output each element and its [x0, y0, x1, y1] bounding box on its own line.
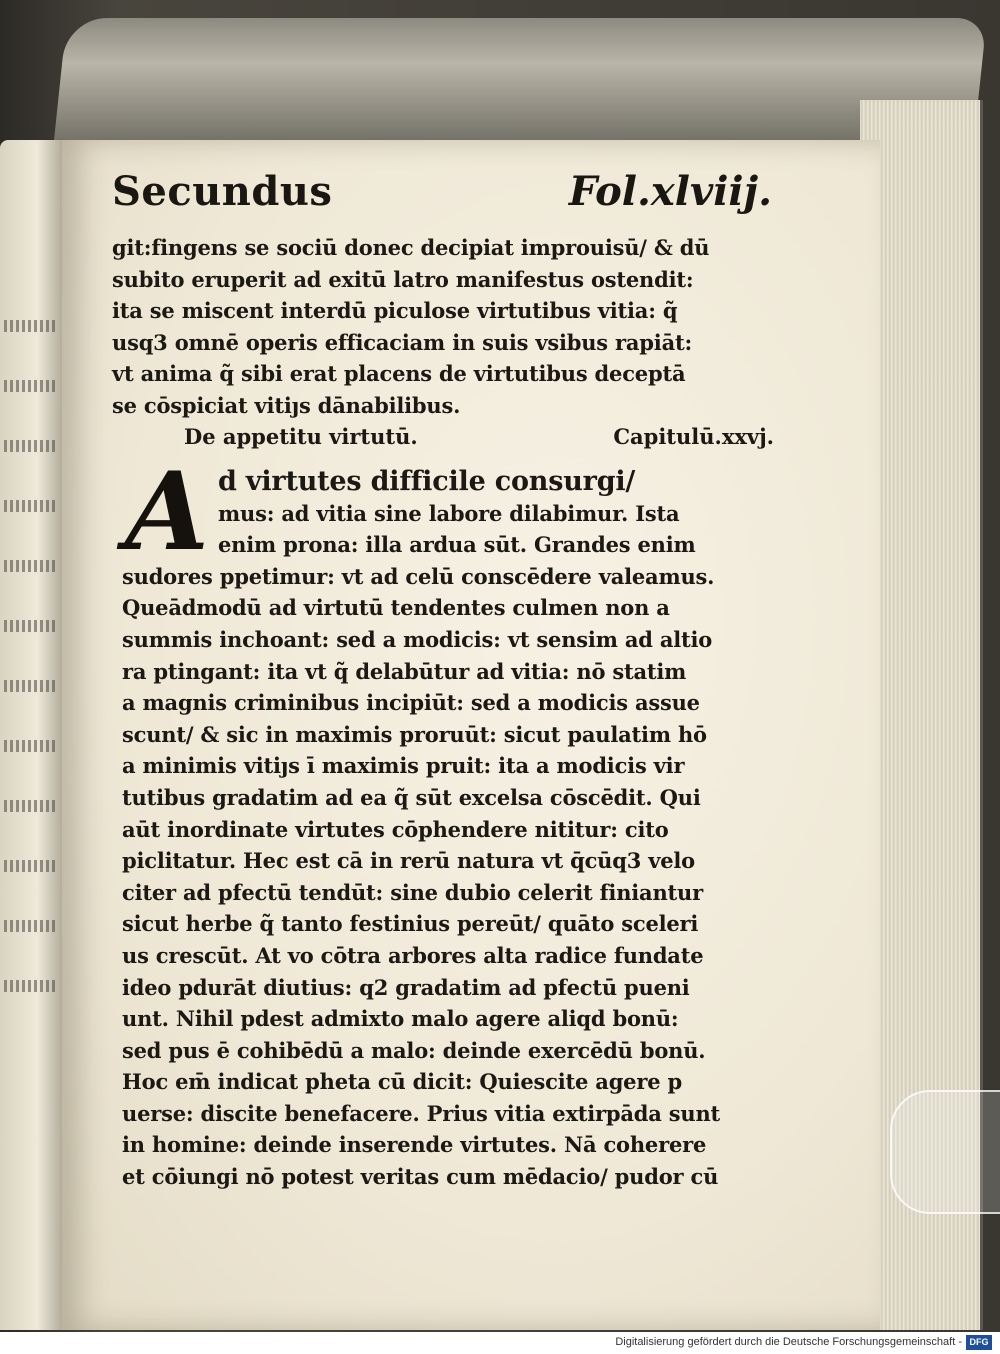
running-head: Secundus: [112, 168, 333, 215]
text-line: sed pus ē cohibēdū a malo: deinde exercēdū bonū.: [122, 1037, 706, 1063]
chapter-title: De appetitu virtutū.: [184, 424, 418, 449]
facing-page-text-fragment: [4, 380, 56, 392]
folio-number: Fol.xlviij.: [568, 168, 772, 215]
text-line: tutibus gradatim ad ea q̃ sūt excelsa cōscēdit. Qui: [122, 784, 701, 810]
text-line: a magnis criminibus incipiūt: sed a modicis assue: [122, 690, 700, 716]
text-line: d virtutes difficile consurgi/: [218, 466, 636, 497]
text-line: se cōspiciat vitiȷs dānabilibus.: [112, 392, 461, 418]
text-line: subito eruperit ad exitū latro manifestus ostendit:: [112, 266, 694, 292]
facing-page-text-fragment: [4, 980, 56, 992]
facing-page-text-fragment: [4, 440, 56, 452]
text-line: Queādmodū ad virtutū tendentes culmen non a: [122, 595, 670, 621]
text-line: git:fingens se sociū donec decipiat improuisū/ & dū: [112, 235, 710, 260]
text-line: uerse: discite benefacere. Prius vitia extirpāda sunt: [122, 1100, 721, 1126]
continued-text-block: [112, 232, 792, 421]
decorated-initial: A: [125, 449, 209, 575]
book-top-edge: [53, 18, 987, 148]
facing-page-text-fragment: [4, 320, 56, 332]
funding-credit: Digitalisierung gefördert durch die Deutsche Forschungsgemeinschaft -: [615, 1336, 962, 1348]
facing-page-text-fragment: [4, 860, 56, 872]
text-line: piclitatur. Hec est cā in rerū natura vt q̄cūq3 velo: [122, 848, 695, 874]
page-header: [112, 168, 772, 228]
text-line: in homine: deinde inserende virtutes. Nā coherere: [122, 1132, 707, 1158]
facing-page-text-fragment: [4, 920, 56, 932]
chapter-heading: [184, 424, 774, 460]
text-line: sudores ppetimur: vt ad celū conscēdere valeamus.: [122, 563, 715, 589]
glass-page-weight: [890, 1090, 1000, 1214]
text-line: aūt inordinate virtutes cōphendere nititur: cito: [122, 816, 669, 842]
facing-page-text-fragment: [4, 500, 56, 512]
text-line: ideo pdurāt diutius: q2 gradatim ad pfectū pueni: [122, 974, 690, 1000]
facing-page-text-fragment: [4, 560, 56, 572]
facing-page-text-fragment: [4, 740, 56, 752]
text-line: ita se miscent interdū piculose virtutibus vitia: q̃: [112, 298, 678, 323]
text-line: citer ad pfectū tendūt: sine dubio celerit finiantur: [122, 879, 703, 905]
text-line: summis inchoant: sed a modicis: vt sensim ad altio: [122, 626, 713, 652]
text-line: enim prona: illa ardua sūt. Grandes enim: [218, 532, 696, 558]
text-line: us crescūt. At vo cōtra arbores alta radice fundate: [122, 942, 704, 968]
facing-page-text-fragment: [4, 680, 56, 692]
text-line: vt anima q̃ sibi erat placens de virtutibus deceptā: [112, 361, 686, 386]
dfg-logo: DFG: [966, 1335, 992, 1350]
facing-page-text-fragment: [4, 620, 56, 632]
chapter-number: Capitulū.xxvj.: [613, 424, 774, 449]
text-line: usq3 omnē operis efficaciam in suis vsibus rapiāt:: [112, 329, 693, 355]
text-line: ra ptingant: ita vt q̃ delabūtur ad vitia: nō statim: [122, 658, 687, 684]
text-line: et cōiungi nō potest veritas cum mēdacio/ pudor cū: [122, 1164, 719, 1190]
chapter-text-block: [122, 466, 802, 1193]
text-line: unt. Nihil pdest admixto malo agere aliqd bonū:: [122, 1006, 679, 1032]
facing-page: [0, 140, 62, 1330]
text-line: mus: ad vitia sine labore dilabimur. Ista: [218, 500, 680, 526]
text-line: a minimis vitiȷs ī maximis pruit: ita a modicis vir: [122, 753, 685, 779]
text-line: sicut herbe q̃ tanto festinius pereūt/ quāto sceleri: [122, 911, 699, 937]
facing-page-text-fragment: [4, 800, 56, 812]
text-line: Hoc em̄ indicat pheta cū dicit: Quiescite agere p: [122, 1069, 682, 1095]
text-line: scunt/ & sic in maximis proruūt: sicut paulatim hō: [122, 721, 707, 747]
digitization-footer: [0, 1332, 1000, 1354]
